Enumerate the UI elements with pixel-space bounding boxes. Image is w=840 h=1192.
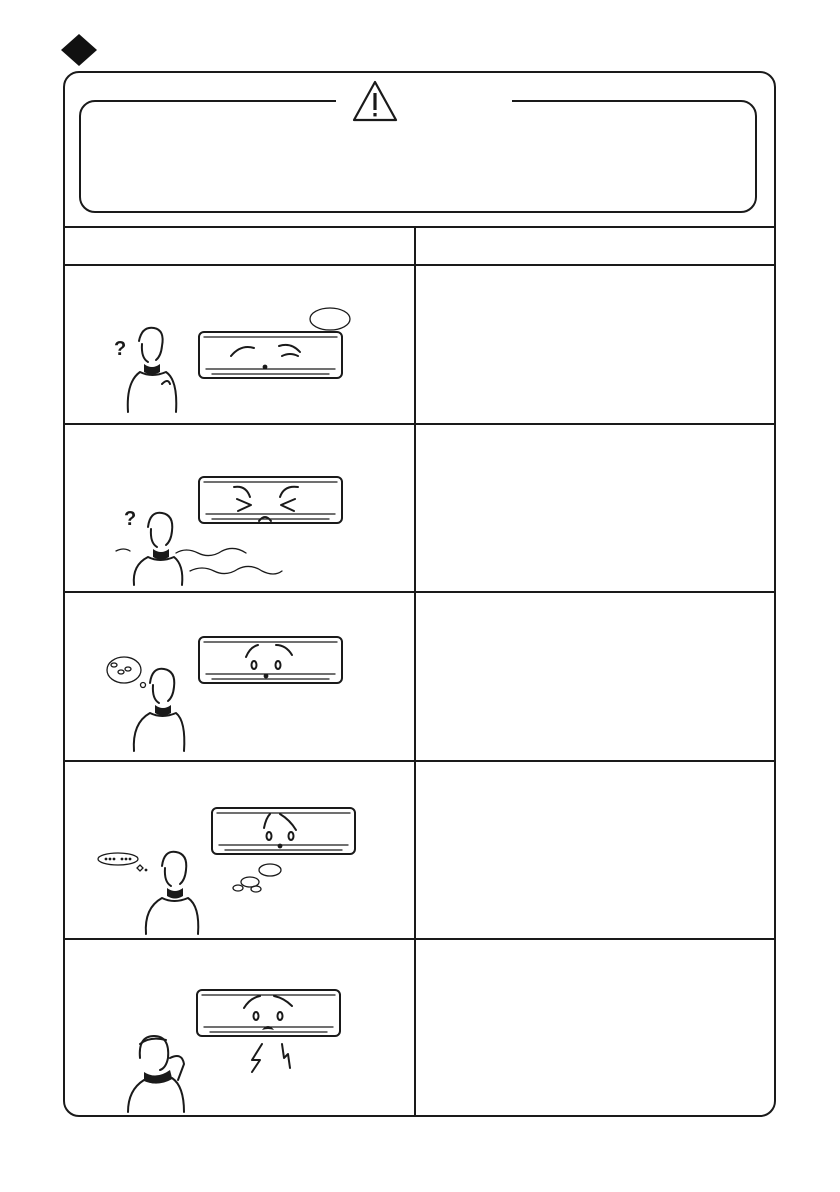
- thought-bubble: [107, 657, 146, 688]
- table-top-border: [64, 226, 775, 228]
- row-description: [430, 280, 760, 410]
- warning-text: [95, 125, 741, 195]
- crying-unit-illustration: [66, 940, 412, 1116]
- sleeping-unit-illustration: [66, 266, 412, 422]
- section-diamond-icon: [60, 33, 98, 67]
- svg-text:?: ?: [114, 338, 127, 360]
- row-description: [430, 606, 760, 746]
- woman-icon: [146, 852, 198, 934]
- svg-text:?: ?: [124, 508, 137, 530]
- air-conditioner-unit: [199, 477, 342, 523]
- worried-unit-illustration: [66, 593, 412, 759]
- lightning-icon: [252, 1044, 290, 1072]
- row-description: [430, 954, 760, 1104]
- squinting-unit-illustration: [66, 425, 412, 590]
- warning-triangle-icon: [352, 80, 398, 122]
- column-divider: [414, 226, 416, 1116]
- speech-bubble: [310, 308, 350, 330]
- air-conditioner-unit: [199, 637, 342, 683]
- steam-puffs: [233, 864, 281, 892]
- row-description: [430, 438, 760, 578]
- woman-icon: [124, 508, 182, 585]
- air-conditioner-unit: [212, 808, 355, 854]
- row-description: [430, 776, 760, 926]
- ellipsis-bubble: [98, 853, 147, 871]
- air-conditioner-unit: [199, 332, 342, 378]
- woman-icon: [114, 328, 176, 412]
- man-icon: [128, 1036, 184, 1112]
- sad-unit-illustration: [66, 762, 412, 937]
- woman-icon: [134, 669, 185, 751]
- air-conditioner-unit: [197, 990, 340, 1036]
